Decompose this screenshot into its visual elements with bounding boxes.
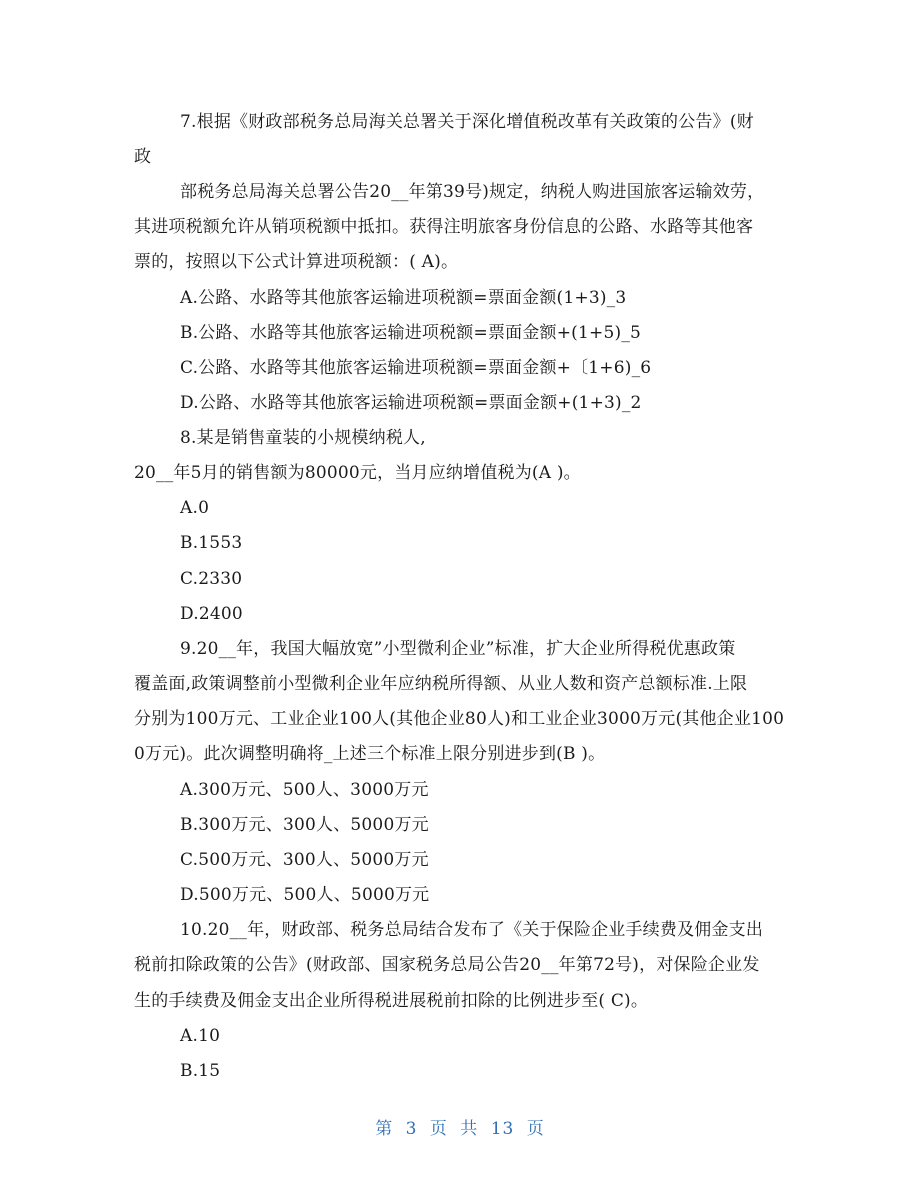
footer-page-label: 页 <box>429 1119 448 1139</box>
question-7-line-4: 其进项税额允许从销项税额中抵扣。获得注明旅客身份信息的公路、水路等其他客 <box>134 217 754 237</box>
question-7-option-a: A.公路、水路等其他旅客运输进项税额=票面金额(1+3)_3 <box>180 288 627 308</box>
question-10-line-3: 生的手续费及佣金支出企业所得税进展税前扣除的比例进步至( C)。 <box>134 991 649 1011</box>
question-7-option-c: C.公路、水路等其他旅客运输进项税额=票面金额+〔1+6)_6 <box>180 358 652 378</box>
footer-current-page: 3 <box>405 1119 418 1139</box>
footer-total-label: 共 <box>460 1119 479 1139</box>
question-9-option-d: D.500万元、500人、5000万元 <box>180 885 430 905</box>
question-7-line-1: 7.根据《财政部税务总局海关总署关于深化增值税改革有关政策的公告》(财 <box>180 112 754 132</box>
footer-suffix: 页 <box>526 1119 545 1139</box>
question-9-option-a: A.300万元、500人、3000万元 <box>180 780 429 800</box>
question-10-line-2: 税前扣除政策的公告》(财政部、国家税务总局公告20__年第72号)，对保险企业发 <box>134 955 760 975</box>
question-9-option-b: B.300万元、300人、5000万元 <box>180 815 429 835</box>
question-7-line-3: 部税务总局海关总署公告20__年第39号)规定，纳税人购进国旅客运输效劳， <box>180 182 765 202</box>
footer-total-pages: 13 <box>490 1119 515 1139</box>
footer-prefix: 第 <box>375 1119 394 1139</box>
question-8-option-d: D.2400 <box>180 604 243 624</box>
question-8-line-2: 20__年5月的销售额为80000元，当月应纳增值税为(A )。 <box>134 463 581 483</box>
question-8-option-a: A.0 <box>180 498 210 518</box>
page-footer <box>0 1114 920 1139</box>
question-10-option-a: A.10 <box>180 1026 221 1046</box>
question-7-line-2: 政 <box>134 147 152 167</box>
question-8-line-1: 8.某是销售童装的小规模纳税人, <box>180 428 426 448</box>
question-8-option-c: C.2330 <box>180 569 243 589</box>
question-8-option-b: B.1553 <box>180 533 243 553</box>
question-9-line-2: 覆盖面,政策调整前小型微利企业年应纳税所得额、从业人数和资产总额标准.上限 <box>134 674 748 694</box>
question-10-line-1: 10.20__年，财政部、税务总局结合发布了《关于保险企业手续费及佣金支出 <box>180 920 764 940</box>
question-9-line-3: 分别为100万元、工业企业100人(其他企业80人)和工业企业3000万元(其他企业100 <box>134 709 785 729</box>
question-9-line-4: 0万元)。此次调整明确将_上述三个标准上限分别进步到(B )。 <box>134 744 606 764</box>
question-7-option-b: B.公路、水路等其他旅客运输进项税额=票面金额+(1+5)_5 <box>180 323 642 343</box>
question-10-option-b: B.15 <box>180 1061 221 1081</box>
question-9-line-1: 9.20__年，我国大幅放宽”小型微利企业”标准，扩大企业所得税优惠政策 <box>180 639 736 659</box>
question-9-option-c: C.500万元、300人、5000万元 <box>180 850 429 870</box>
question-7-line-5: 票的，按照以下公式计算进项税额：( A)。 <box>134 252 459 272</box>
question-7-option-d: D.公路、水路等其他旅客运输进项税额=票面金额+(1+3)_2 <box>180 393 642 413</box>
